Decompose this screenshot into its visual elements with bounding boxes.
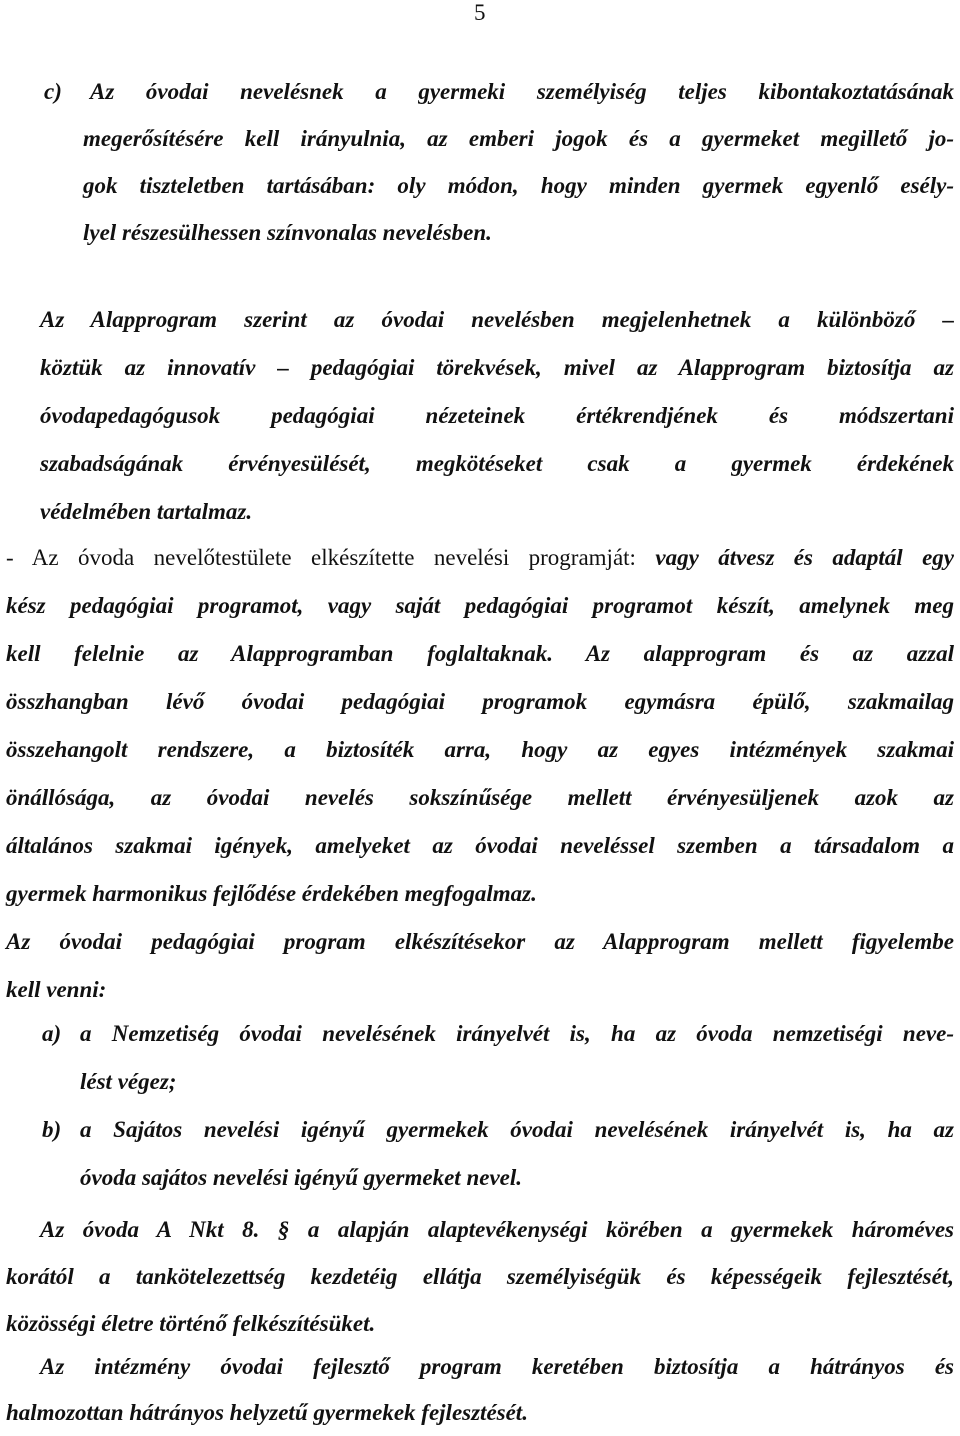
- list-line: óvoda sajátos nevelési igényű gyermeket nevel.: [80, 1165, 523, 1190]
- paragraph-line: gyermek harmonikus fejlődése érdekében megfogalmaz.: [6, 881, 537, 906]
- paragraph-line: óvodapedagógusok pedagógiai nézeteinek értékrendjének és módszertani: [40, 403, 954, 428]
- paragraph-line: általános szakmai igények, amelyeket az óvodai neveléssel szemben a társadalom a: [6, 833, 954, 858]
- alapprogram-paragraph: [40, 296, 954, 536]
- section-c-text: Az óvodai nevelésnek a gyermeki személyiség teljes kibontakoztatásának: [90, 79, 954, 104]
- paragraph-line: kell venni:: [6, 977, 107, 1002]
- paragraph-line: önállósága, az óvodai nevelés sokszínűsége mellett érvényesüljenek azok az: [6, 785, 954, 810]
- paragraph-line: közösségi életre történő felkészítésüket.: [6, 1311, 376, 1336]
- page-number: 5: [474, 0, 486, 25]
- paragraph-line: szabadságának érvényesülését, megkötéseket csak a gyermek érdekének: [40, 451, 954, 476]
- paragraph-line: Az intézmény óvodai fejlesztő program keretében biztosítja a hátrányos és: [40, 1354, 954, 1379]
- list-line: lést végez;: [80, 1069, 177, 1094]
- list-text: a Sajátos nevelési igényű gyermekek óvodai nevelésének irányelvét is, ha az: [80, 1117, 954, 1142]
- list-text: a Nemzetiség óvodai nevelésének irányelvét is, ha az óvoda nemzetiségi neve-: [80, 1021, 954, 1046]
- paragraph-line: Az óvoda A Nkt 8. § a alapján alaptevékenységi körében a gyermekek hároméves: [40, 1217, 954, 1242]
- section-c-line: lyel részesülhessen színvonalas nevelésben.: [83, 220, 492, 245]
- paragraph-line: Az Alapprogram szerint az óvodai nevelésben megjelenhetnek a különböző –: [40, 307, 954, 332]
- paragraph-line: [6, 534, 954, 582]
- paragraph-line: korától a tankötelezettség kezdetéig ellátja személyiségük és képességeik fejlesztését,: [6, 1264, 954, 1289]
- program-elkeszitese-paragraph: [6, 918, 954, 1014]
- section-c-paragraph: [44, 68, 954, 256]
- paragraph-emph-text: vagy átvesz és adaptál egy: [655, 545, 954, 570]
- intezmeny-paragraph: [6, 1344, 954, 1436]
- paragraph-line: összhangban lévő óvodai pedagógiai programok egymásra épülő, szakmailag: [6, 689, 954, 714]
- section-c-marker: c): [44, 79, 62, 104]
- paragraph-line: halmozottan hátrányos helyzetű gyermekek fejlesztését.: [6, 1400, 528, 1425]
- paragraph-line: kész pedagógiai programot, vagy saját pedagógiai programot készít, amelynek meg: [6, 593, 954, 618]
- paragraph-line: összehangolt rendszere, a biztosíték arra, hogy az egyes intézmények szakmai: [6, 737, 954, 762]
- paragraph-line: védelmében tartalmaz.: [40, 499, 253, 524]
- paragraph-line: kell felelnie az Alapprogramban foglaltaknak. Az alapprogram és az azzal: [6, 641, 954, 666]
- paragraph-plain-text: - Az óvoda nevelőtestülete elkészítette nevelési programját:: [6, 545, 656, 570]
- paragraph-line: Az óvodai pedagógiai program elkészítésekor az Alapprogram mellett figyelembe: [6, 929, 954, 954]
- paragraph-line: köztük az innovatív – pedagógiai törekvések, mivel az Alapprogram biztosítja az: [40, 355, 954, 380]
- section-c-line: megerősítésére kell irányulnia, az emberi jogok és a gyermeket megillető jo-: [83, 126, 954, 151]
- list-item-a: [42, 1010, 954, 1106]
- list-marker: a): [42, 1021, 62, 1046]
- nevelesi-program-paragraph: [6, 534, 954, 918]
- section-c-line: gok tiszteletben tartásában: oly módon, hogy minden gyermek egyenlő esély-: [83, 173, 954, 198]
- section-c-line: [44, 68, 954, 115]
- list-line: [42, 1106, 954, 1154]
- nkt-paragraph: [6, 1206, 954, 1347]
- list-marker: b): [42, 1117, 62, 1142]
- list-item-b: [42, 1106, 954, 1202]
- list-line: [42, 1010, 954, 1058]
